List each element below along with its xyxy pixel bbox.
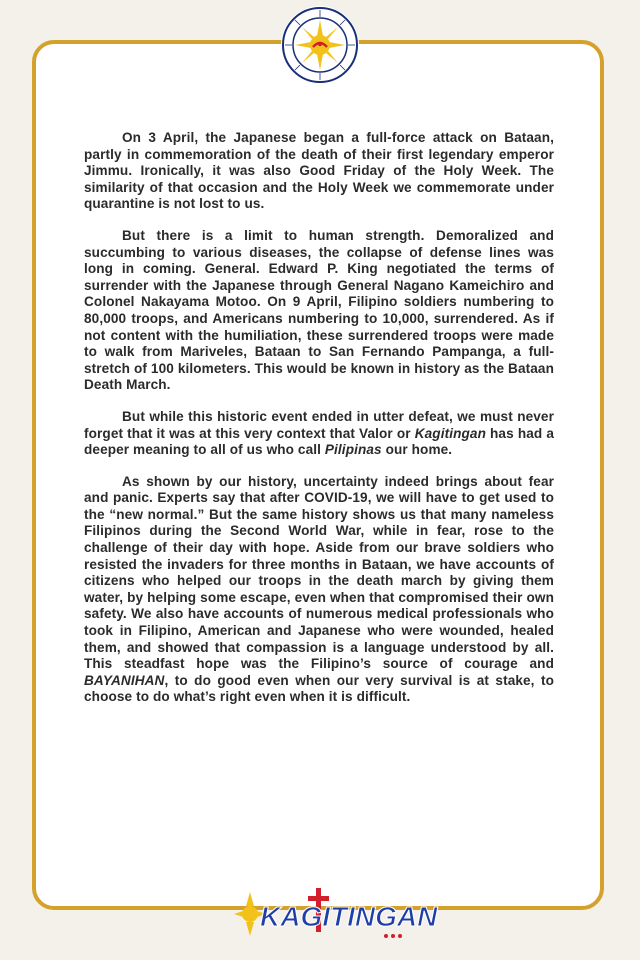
p3-text-2: has had a deeper meaning to all of us who call (84, 425, 555, 458)
p4-text-2: , to do good even when our very survival is at stake, to choose to do what’s right even when it is difficult. (84, 672, 554, 705)
logo-text: KAGITINGAN (260, 901, 438, 932)
p3-pilipinas: Pilipinas (324, 442, 382, 458)
paragraph-2: But there is a limit to human strength. Demoralized and succumbing to various diseases, the collapse of defense lines was long in coming. General. Edward P. King negotiated the terms of surrender with the Japanese through General Nagano Kameichiro and Colonel Nakayama Motoo. On 9 April, Filipino soldiers numbering to 80,000 troops, and Americans numbering to 10,000, surrendered. As if not content with the humiliation, these surrendered troops were made to walk from Mariveles, Bataan to San Fernando Pampanga, a full-stretch of 100 kilometers. This would be known in history as the Bataan Death March. (84, 227, 554, 393)
seal-icon (281, 6, 359, 84)
kagitingan-logo-icon (232, 884, 438, 944)
paragraph-1: On 3 April, the Japanese began a full-force attack on Bataan, partly in commemoration of the death of their first legendary emperor Jimmu. Ironically, it was also Good Friday of the Holy Week. The similarity of that occasion and the Holy Week we commemorate under quarantine is not lost to us. (84, 130, 554, 212)
p3-text-3: our home. (381, 442, 453, 458)
article-body (84, 130, 554, 721)
p4-text-1: As shown by our history, uncertainty indeed brings about fear and panic. Experts say that after COVID-19, we will have to get used to the “new normal.” But the same history shows us that many nameless Filipinos during the Second World War, while in fear, rose to the challenge of their day with hope. Aside from our brave soldiers who resisted the invaders for three months in Bataan, we have accounts of citizens who helped our troops in the death march by giving them water, by helping some escape, even when that compromised their own safety. We also have accounts of numerous medical professionals who took in Filipino, American and Japanese who were wounded, healed them, and showed that compassion is a language understood by all. This steadfast hope was the Filipino’s source of courage and (84, 473, 554, 672)
paragraph-4 (84, 474, 554, 706)
paragraph-3 (84, 409, 554, 459)
p3-kagitingan: Kagitingan (414, 425, 486, 441)
p3-text-1: But while this historic event ended in utter defeat, we must never forget that it was at this very context that Valor or (84, 408, 554, 441)
p4-bayanihan: BAYANIHAN (84, 672, 165, 688)
